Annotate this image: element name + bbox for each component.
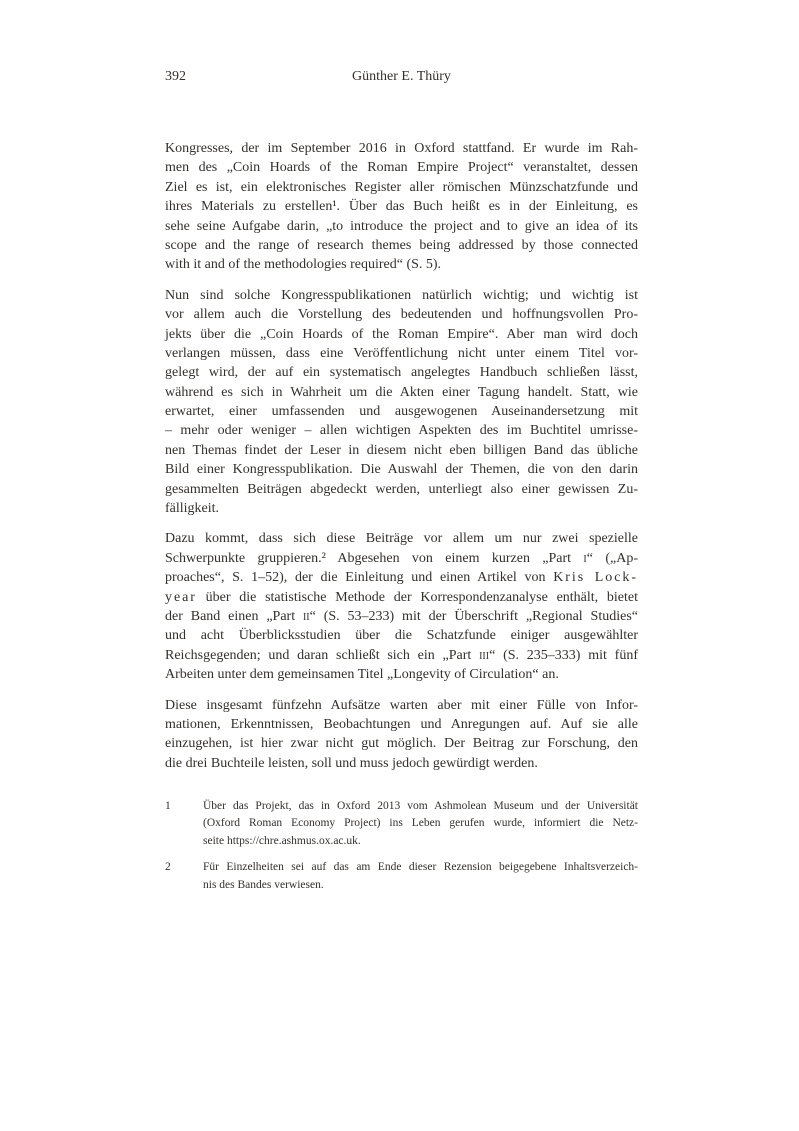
- body-line: proaches“, S. 1–52), der die Einleitung und einen Artikel von Kris Lock-: [165, 570, 639, 586]
- body-line: Dazu kommt, dass sich diese Beiträge vor allem um nur zwei spezielle: [165, 531, 638, 547]
- body-line: with it and of the methodologies required“ (S. 5).: [165, 257, 442, 273]
- footnote-number: 1: [165, 800, 171, 812]
- body-line: einzugehen, ist hier zwar nicht gut möglich. Der Beitrag zur Forschung, den: [165, 736, 638, 752]
- paragraph: [165, 139, 638, 275]
- body-line: und acht Überblicksstudien über die Schatzfunde einiger ausgewählter: [165, 628, 638, 644]
- footnote-text: [203, 859, 638, 894]
- body-line: ihres Materials zu erstellen¹. Über das Buch heißt es in der Einleitung, es: [165, 199, 638, 215]
- footnote-line: (Oxford Roman Economy Project) ins Leben gerufen wurde, informiert die Netz-: [203, 817, 638, 830]
- footnotes: [165, 798, 638, 903]
- paragraph: [165, 286, 638, 519]
- body-line: der Band einen „Part ii“ (S. 53–233) mit der Überschrift „Regional Studies“: [165, 608, 638, 624]
- footnote-line: seite https://chre.ashmus.ox.ac.uk.: [203, 834, 361, 847]
- footnote: [165, 798, 638, 850]
- body-line: Reichsgegenden; und daran schließt sich ein „Part iii“ (S. 235–333) mit fünf: [165, 647, 638, 663]
- body-line: Arbeiten unter dem gemeinsamen Titel „Longevity of Circulation“ an.: [165, 667, 559, 683]
- body-text: [165, 139, 638, 784]
- body-line: Diese insgesamt fünfzehn Aufsätze warten aber mit einer Fülle von Infor-: [165, 697, 638, 713]
- styled-text: ii: [302, 608, 310, 624]
- footnote-line: Über das Projekt, das in Oxford 2013 vom Ashmolean Museum und der Universität: [203, 800, 638, 812]
- body-line: jekts über die „Coin Hoards of the Roman Empire“. Aber man wird doch: [165, 326, 638, 342]
- body-line: – mehr oder weniger – allen wichtigen Aspekten des im Buchtitel umrisse-: [165, 423, 638, 439]
- styled-text: iii: [479, 647, 490, 663]
- body-line: Bild einer Kongresspublikation. Die Auswahl der Themen, die von den darin: [165, 462, 638, 478]
- body-line: nen Themas findet der Leser in diesem nicht eben billigen Band das übliche: [165, 442, 638, 458]
- page-number: 392: [165, 69, 186, 84]
- styled-text: i: [583, 550, 587, 566]
- footnote-text: [203, 798, 638, 850]
- body-line: gesammelten Beiträgen abgedeckt werden, unterliegt also einer gewissen Zu-: [165, 481, 638, 497]
- body-line: mationen, Erkenntnissen, Beobachtungen und Anregungen auf. Auf sie alle: [165, 716, 638, 732]
- footnote-number: 2: [165, 861, 171, 874]
- body-line: vor allem auch die Vorstellung des bedeutenden und hoffnungsvollen Pro-: [165, 307, 638, 323]
- body-line: fälligkeit.: [165, 501, 220, 517]
- body-line: Nun sind solche Kongresspublikationen natürlich wichtig; und wichtig ist: [165, 287, 638, 303]
- body-line: scope and the range of research themes being addressed by those connected: [165, 237, 638, 253]
- body-line: erwartet, einer umfassenden und ausgewogenen Auseinandersetzung mit: [165, 404, 638, 420]
- paragraph: [165, 529, 638, 684]
- body-line: sehe seine Aufgabe darin, „to introduce the project and to give an idea of its: [165, 218, 638, 234]
- body-line: verlangen müssen, dass eine Veröffentlichung nicht unter einem Titel vor-: [165, 345, 638, 361]
- paragraph: [165, 696, 638, 774]
- styled-text: year: [165, 589, 197, 605]
- body-line: Kongresses, der im September 2016 in Oxford stattfand. Er wurde im Rah-: [165, 141, 638, 156]
- body-line: gelegt wird, der auf ein systematisch angelegtes Handbuch schließen lässt,: [165, 365, 638, 381]
- footnote: [165, 859, 638, 894]
- footnote-line: nis des Bandes verwiesen.: [203, 878, 324, 891]
- body-line: Ziel es ist, ein elektronisches Register aller römischen Münzschatzfunde und: [165, 179, 638, 195]
- body-line: die drei Buchteile leisten, soll und muss jedoch gewürdigt werden.: [165, 755, 538, 771]
- running-title: Günther E. Thüry: [352, 69, 451, 84]
- page-header: [165, 68, 638, 86]
- styled-text: Kris Lock-: [553, 570, 639, 586]
- body-line: während es sich in Wahrheit um die Akten einer Tagung handelt. Statt, wie: [165, 384, 638, 400]
- body-line: Schwerpunkte gruppieren.² Abgesehen von einem kurzen „Part i“ („Ap-: [165, 550, 638, 566]
- body-line: men des „Coin Hoards of the Roman Empire Project“ veranstaltet, dessen: [165, 160, 638, 176]
- body-line: year über die statistische Methode der Korrespondenzanalyse enthält, bietet: [165, 589, 638, 605]
- footnote-line: Für Einzelheiten sei auf das am Ende dieser Rezension beigegebene Inhaltsverzeich-: [203, 861, 638, 874]
